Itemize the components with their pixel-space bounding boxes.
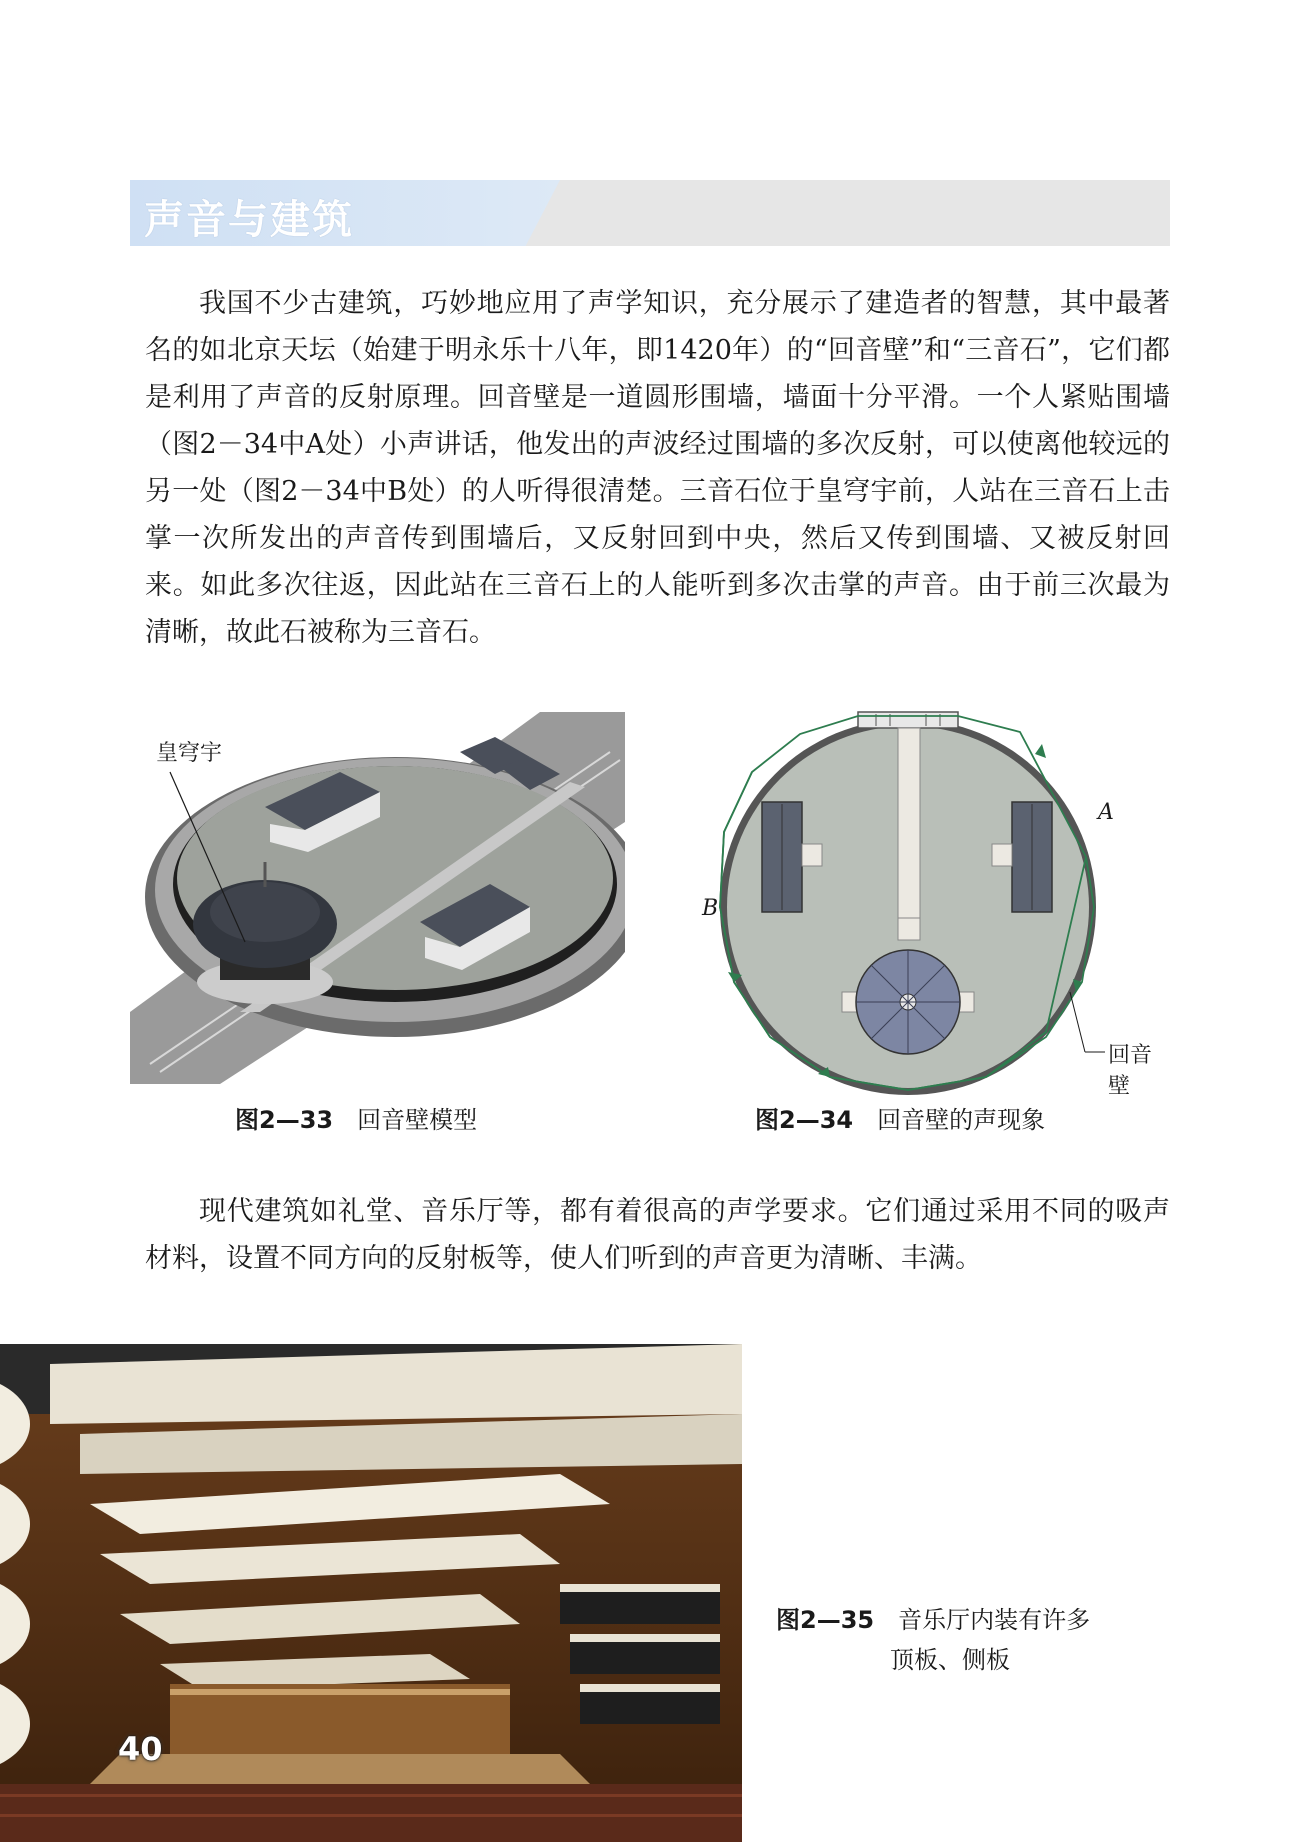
figure-concert-hall [0,1344,742,1842]
concert-hall-illustration [0,1344,742,1842]
echo-wall-model-illustration [130,712,625,1084]
caption-fig-2-34 [755,1100,1045,1135]
fig-2-33-caption: 回音壁模型 [357,1106,478,1134]
figure-echo-wall-diagram [690,692,1160,1102]
caption-fig-2-35 [776,1600,1090,1680]
page-number: 40 [118,1730,163,1768]
label-point-b: B [702,896,719,921]
label-point-a: A [1098,800,1114,825]
figure-echo-wall-model [130,712,625,1084]
fig-2-34-number: 图2—34 [755,1106,854,1134]
echo-wall-diagram [690,692,1160,1102]
paragraph-modern: 现代建筑如礼堂、音乐厅等，都有着很高的声学要求。它们通过采用不同的吸声材料，设置不同方向的反射板等，使人们听到的声音更为清晰、丰满。 [145,1196,1170,1274]
caption-fig-2-33 [235,1100,477,1135]
fig-2-33-number: 图2—33 [235,1106,334,1134]
fig-2-35-caption-line2: 顶板、侧板 [890,1646,1010,1674]
label-echo-wall: 回音壁 [1108,1043,1153,1099]
fig-2-35-caption-line1: 音乐厅内装有许多 [898,1606,1091,1634]
label-huangqiongyu: 皇穹宇 [156,741,223,766]
paragraph-intro: 我国不少古建筑，巧妙地应用了声学知识，充分展示了建造者的智慧，其中最著名的如北京天坛（始建于明永乐十八年，即1420年）的“回音壁”和“三音石”，它们都是利用了声音的反射原理。回音壁是一道圆形围墙，墙面十分平滑。一个人紧贴围墙（图2－34中A处）小声讲话，他发出的声波经过围墙的多次反射，可以使离他较远的另一处（图2－34中B处）的人听得很清楚。三音石位于皇穹宇前，人站在三音石上击掌一次所发出的声音传到围墙后，又反射回到中央，然后又传到围墙、又被反射回来。如此多次往返，因此站在三音石上的人能听到多次击掌的声音。由于前三次最为清晰，故此石被称为三音石。 [145,288,1170,648]
section-header [130,180,1170,246]
fig-2-34-caption: 回音壁的声现象 [877,1106,1046,1134]
fig-2-35-number: 图2—35 [776,1606,875,1634]
section-title: 声音与建筑 [144,197,354,243]
